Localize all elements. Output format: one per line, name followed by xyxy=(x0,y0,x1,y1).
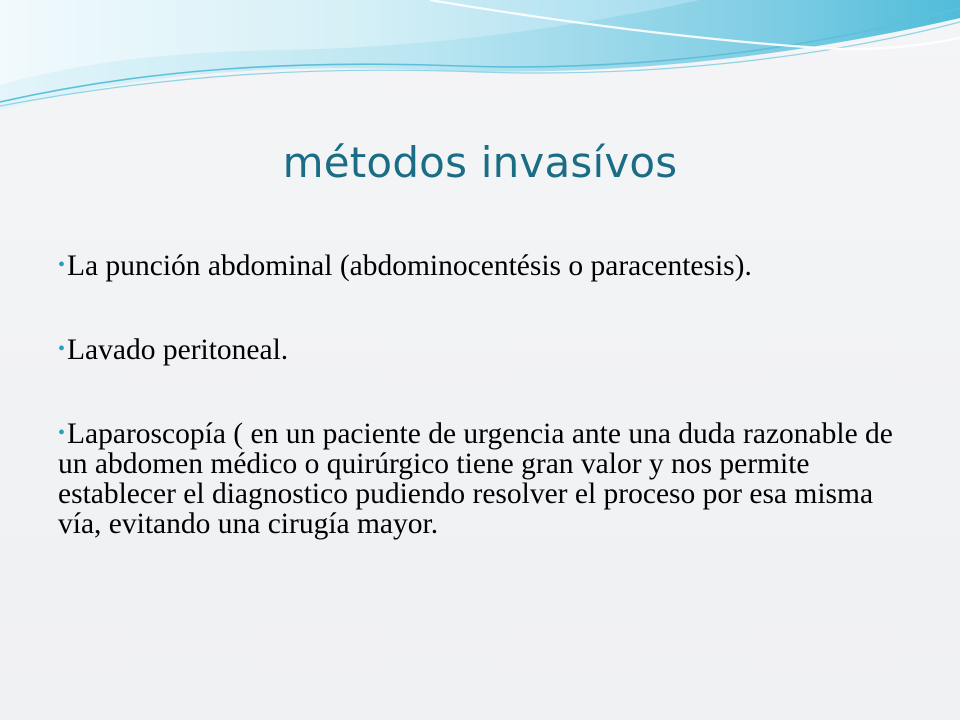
bullet-list xyxy=(58,250,918,592)
bullet-icon: • xyxy=(58,338,66,360)
bullet-text: Laparoscopía ( en un paciente de urgencia ante una duda razonable de un abdomen médico o quirúrgico tiene gran valor y nos permite establecer el diagnostico pudiendo resolver el proceso por esa misma vía, evitando una cirugía mayor. xyxy=(58,418,893,540)
bullet-text: La punción abdominal (abdominocentésis o paracentesis). xyxy=(67,250,752,282)
bullet-item xyxy=(58,250,918,281)
slide-title: métodos invasívos xyxy=(282,138,678,187)
bullet-icon: • xyxy=(58,422,66,444)
bullet-icon: • xyxy=(58,254,66,276)
header-wave-decoration xyxy=(0,0,960,130)
bullet-item xyxy=(58,334,918,365)
bullet-text: Lavado peritoneal. xyxy=(67,334,289,366)
bullet-item xyxy=(58,418,918,539)
